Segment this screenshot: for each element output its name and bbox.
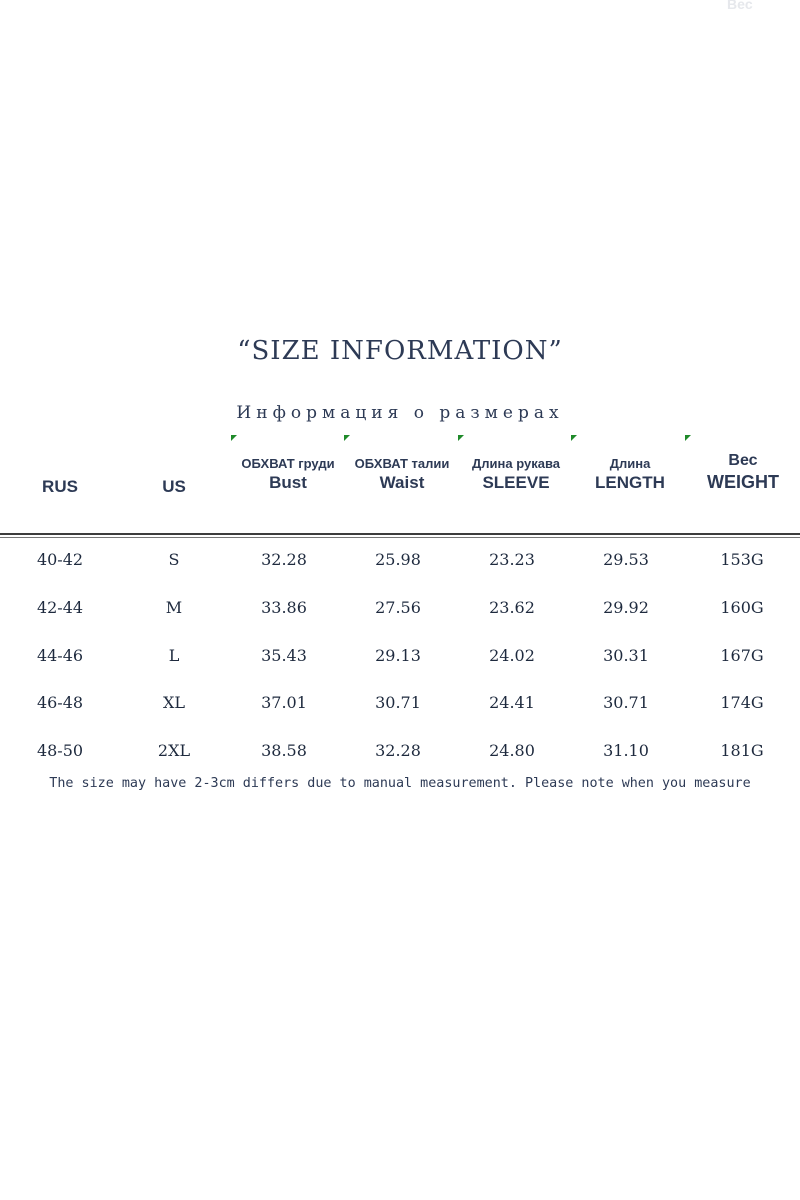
cell-weight: 167G [720, 646, 764, 665]
cell-bust: 35.43 [261, 646, 307, 665]
cell-rus: 46-48 [36, 693, 84, 712]
cell-rus: 48-50 [36, 741, 84, 760]
column-header-weight: Вес WEIGHT [707, 452, 779, 492]
cell-length: 30.31 [603, 646, 649, 665]
cell-waist: 30.71 [375, 693, 421, 712]
column-header-rus: RUS [42, 477, 78, 496]
column-header-us: US [162, 477, 186, 496]
cell-us: S [168, 550, 180, 569]
cell-waist: 25.98 [375, 550, 421, 569]
cell-bust: 33.86 [261, 598, 307, 617]
column-header-sleeve: Длина рукава SLEEVE [472, 456, 560, 492]
green-marker-icon [231, 435, 237, 441]
header-divider [0, 533, 800, 535]
cell-sleeve: 24.02 [489, 646, 535, 665]
table-row [0, 691, 800, 715]
cell-weight: 181G [720, 741, 764, 760]
cell-rus: 44-46 [36, 646, 84, 665]
cell-sleeve: 23.62 [489, 598, 535, 617]
cell-length: 29.92 [603, 598, 649, 617]
table-row [0, 548, 800, 572]
cell-weight: 174G [720, 693, 764, 712]
cell-us: 2XL [157, 741, 191, 760]
cell-weight: 153G [720, 550, 764, 569]
table-row [0, 644, 800, 668]
cell-waist: 32.28 [375, 741, 421, 760]
column-header-length: Длина LENGTH [595, 456, 665, 492]
green-marker-icon [685, 435, 691, 441]
measurement-note: The size may have 2-3cm differs due to manual measurement. Please note when you measure [49, 776, 751, 791]
page-title: “SIZE INFORMATION” [237, 336, 563, 366]
column-header-bust: ОБХВАТ груди Bust [241, 456, 335, 492]
cell-waist: 29.13 [375, 646, 421, 665]
cell-rus: 40-42 [36, 550, 84, 569]
header-divider-thin [0, 537, 800, 538]
corner-faded-label: Bec [727, 0, 753, 12]
green-marker-icon [344, 435, 350, 441]
green-marker-icon [571, 435, 577, 441]
table-row [0, 596, 800, 620]
cell-rus: 42-44 [36, 598, 84, 617]
column-header-waist: ОБХВАТ талии Waist [354, 456, 450, 492]
page-subtitle: Информация о размерах [236, 403, 564, 423]
cell-bust: 32.28 [261, 550, 307, 569]
cell-length: 31.10 [603, 741, 649, 760]
cell-weight: 160G [720, 598, 764, 617]
cell-us: L [168, 646, 180, 665]
green-marker-icon [458, 435, 464, 441]
cell-us: XL [162, 693, 185, 712]
cell-waist: 27.56 [375, 598, 421, 617]
cell-sleeve: 23.23 [489, 550, 535, 569]
cell-length: 30.71 [603, 693, 649, 712]
cell-bust: 37.01 [261, 693, 307, 712]
cell-bust: 38.58 [261, 741, 307, 760]
table-row [0, 739, 800, 763]
cell-length: 29.53 [603, 550, 649, 569]
cell-sleeve: 24.80 [489, 741, 535, 760]
cell-us: M [165, 598, 183, 617]
cell-sleeve: 24.41 [489, 693, 535, 712]
